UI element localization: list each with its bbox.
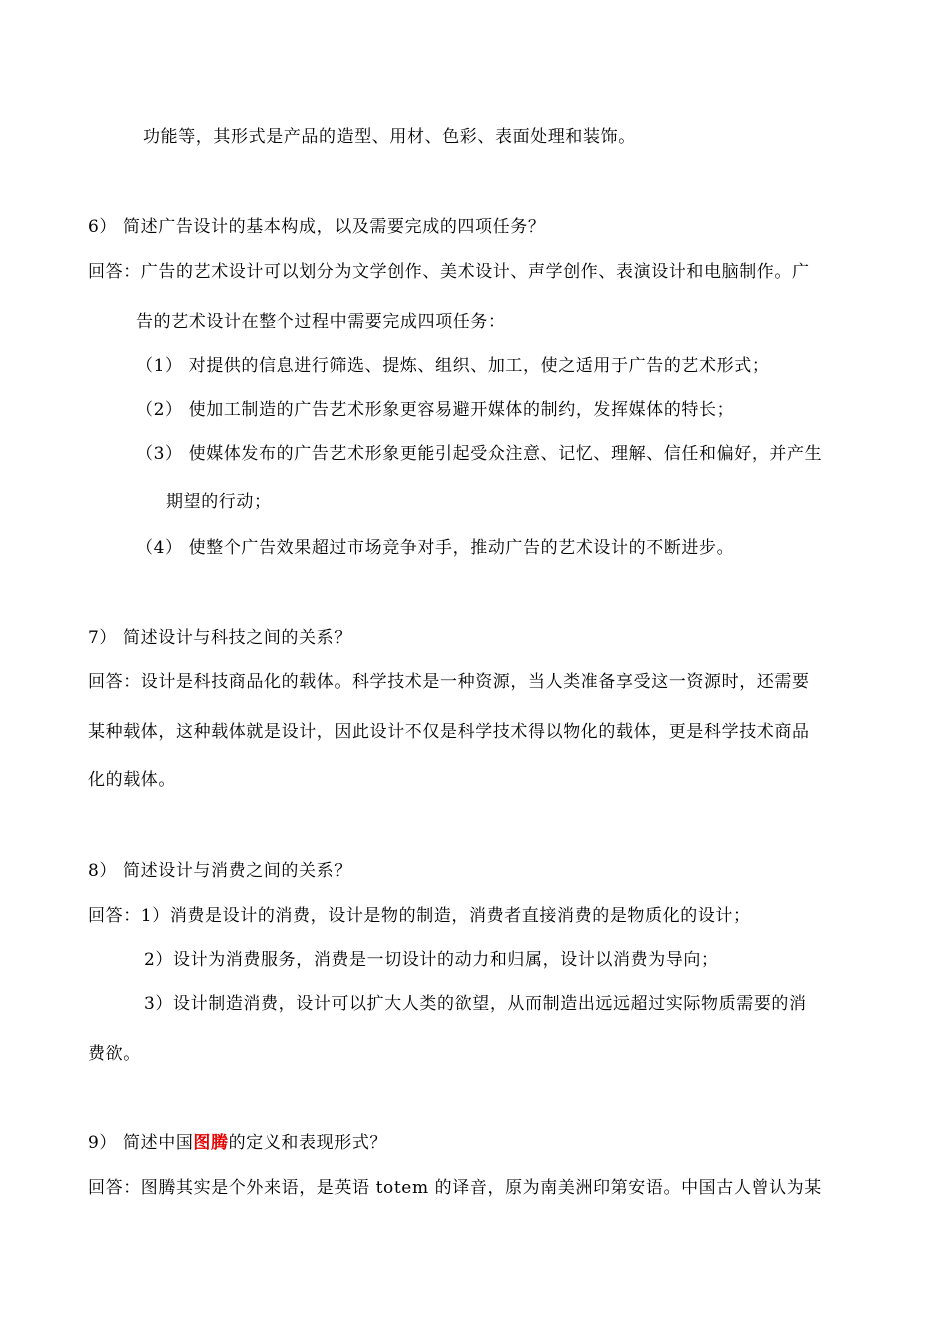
question-9: [88, 1131, 387, 1155]
answer-6-item-4: （4） 使整个广告效果超过市场竞争对手，推动广告的艺术设计的不断进步。: [136, 538, 735, 558]
answer-8-line: 3）设计制造消费，设计可以扩大人类的欲望，从而制造出远远超过实际物质需要的消: [144, 994, 807, 1014]
answer-6-item-2: （2） 使加工制造的广告艺术形象更容易避开媒体的制约，发挥媒体的特长；: [136, 400, 735, 420]
answer-8-line: 回答：1）消费是设计的消费，设计是物的制造，消费者直接消费的是物质化的设计；: [88, 906, 751, 926]
question-7: 7） 简述设计与科技之间的关系？: [88, 628, 352, 648]
answer-6-line: 回答：广告的艺术设计可以划分为文学创作、美术设计、声学创作、表演设计和电脑制作。广: [88, 262, 810, 282]
answer-7-line: 某种载体，这种载体就是设计，因此设计不仅是科学技术得以物化的载体，更是科学技术商品: [88, 722, 810, 742]
highlighted-term: 图腾: [193, 1133, 229, 1153]
answer-8-line: 2）设计为消费服务，消费是一切设计的动力和归属，设计以消费为导向；: [144, 950, 719, 970]
answer-6-item-3-cont: 期望的行动；: [166, 492, 272, 512]
answer-8-line: 费欲。: [88, 1044, 141, 1064]
question-9-suffix: 的定义和表现形式？: [228, 1133, 388, 1153]
question-6: 6） 简述广告设计的基本构成，以及需要完成的四项任务？: [88, 217, 546, 237]
answer-6-line: 告的艺术设计在整个过程中需要完成四项任务：: [136, 312, 506, 332]
answer-9-line: 回答：图腾其实是个外来语，是英语 totem 的译音，原为南美洲印第安语。中国古人曾认为某: [88, 1178, 822, 1198]
question-9-prefix: 9） 简述中国: [88, 1133, 194, 1153]
answer-6-item-1: （1） 对提供的信息进行筛选、提炼、组织、加工，使之适用于广告的艺术形式；: [136, 356, 770, 376]
question-8: 8） 简述设计与消费之间的关系？: [88, 861, 352, 881]
answer-7-line: 回答：设计是科技商品化的载体。科学技术是一种资源，当人类准备享受这一资源时，还需要: [88, 672, 810, 692]
answer-7-line: 化的载体。: [88, 770, 176, 790]
text-line: 功能等，其形式是产品的造型、用材、色彩、表面处理和装饰。: [143, 127, 636, 147]
answer-6-item-3: （3） 使媒体发布的广告艺术形象更能引起受众注意、记忆、理解、信任和偏好，并产生: [136, 444, 823, 464]
